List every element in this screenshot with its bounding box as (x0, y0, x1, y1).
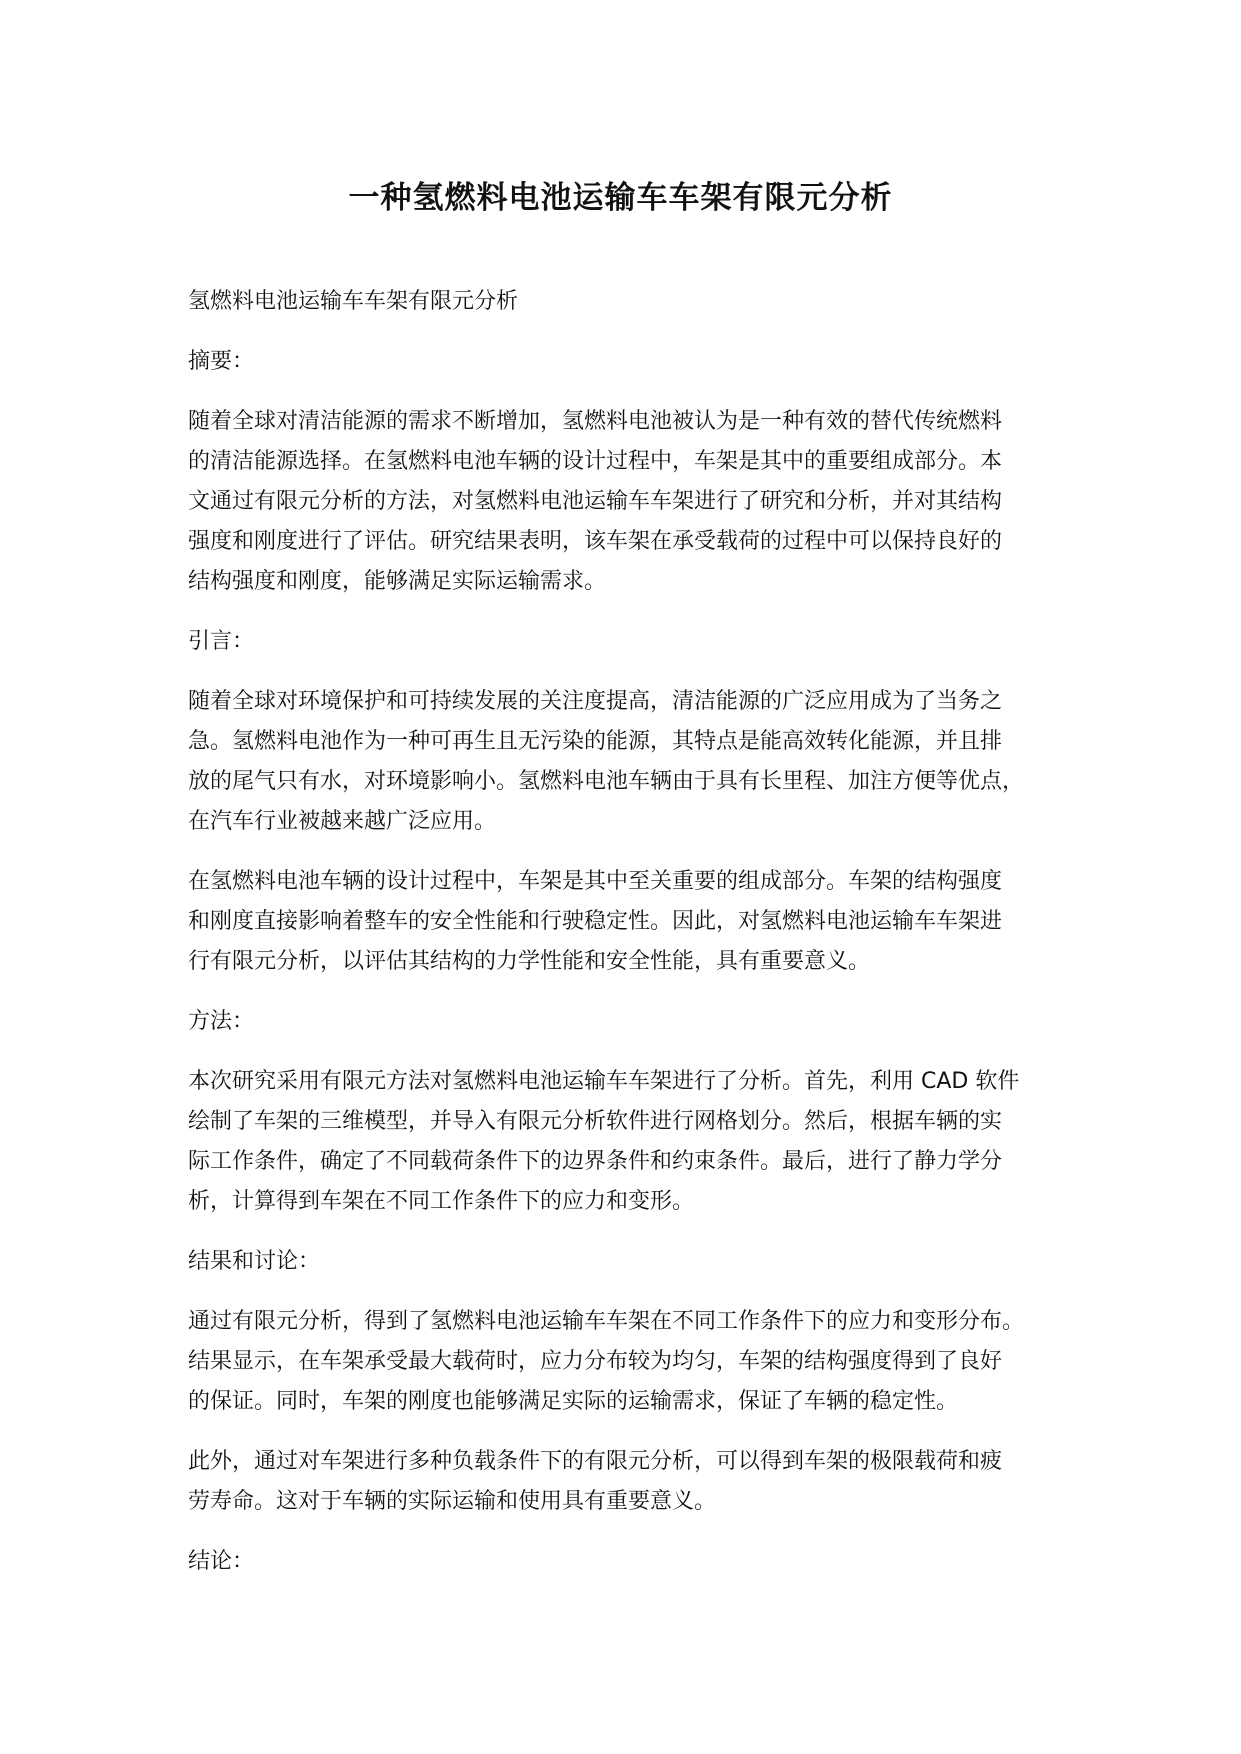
paragraph-line: 随着全球对环境保护和可持续发展的关注度提高，清洁能源的广泛应用成为了当务之 (188, 689, 1003, 714)
paragraph-line: 通过有限元分析，得到了氢燃料电池运输车车架在不同工作条件下的应力和变形分布。 (188, 1309, 1025, 1334)
results-heading: 结果和讨论： (188, 1249, 321, 1274)
abstract-heading: 摘要： (188, 349, 255, 374)
paragraph-line: 际工作条件，确定了不同载荷条件下的边界条件和约束条件。最后，进行了静力学分 (188, 1149, 1003, 1174)
intro-paragraph-2 (188, 862, 1068, 982)
intro-heading: 引言： (188, 629, 255, 654)
paragraph-line: 放的尾气只有水，对环境影响小。氢燃料电池车辆由于具有长里程、加注方便等优点， (188, 769, 1025, 794)
abstract-paragraph (188, 402, 1068, 602)
paragraph-line: 在汽车行业被越来越广泛应用。 (188, 809, 497, 834)
document-title: 一种氢燃料电池运输车车架有限元分析 (348, 180, 893, 216)
paragraph-line: 在氢燃料电池车辆的设计过程中，车架是其中至关重要的组成部分。车架的结构强度 (188, 869, 1003, 894)
paragraph-line: 和刚度直接影响着整车的安全性能和行驶稳定性。因此，对氢燃料电池运输车车架进 (188, 909, 1003, 934)
method-paragraph (188, 1062, 1068, 1222)
method-heading: 方法： (188, 1009, 255, 1034)
paragraph-line: 析，计算得到车架在不同工作条件下的应力和变形。 (188, 1189, 695, 1214)
document-body (188, 282, 1068, 1602)
intro-paragraph-1 (188, 682, 1068, 842)
paragraph-line: 强度和刚度进行了评估。研究结果表明，该车架在承受载荷的过程中可以保持良好的 (188, 529, 1003, 554)
paragraph-line: 的保证。同时，车架的刚度也能够满足实际的运输需求，保证了车辆的稳定性。 (188, 1389, 959, 1414)
results-paragraph-1 (188, 1302, 1068, 1422)
paragraph-line: 绘制了车架的三维模型，并导入有限元分析软件进行网格划分。然后，根据车辆的实 (188, 1109, 1003, 1134)
paragraph-line: 随着全球对清洁能源的需求不断增加，氢燃料电池被认为是一种有效的替代传统燃料 (188, 409, 1003, 434)
paragraph-line: 结构强度和刚度，能够满足实际运输需求。 (188, 569, 607, 594)
paragraph-line: 结果显示，在车架承受最大载荷时，应力分布较为均匀，车架的结构强度得到了良好 (188, 1349, 1003, 1374)
conclusion-heading: 结论： (188, 1549, 255, 1574)
results-paragraph-2 (188, 1442, 1068, 1522)
paragraph-line: 急。氢燃料电池作为一种可再生且无污染的能源，其特点是能高效转化能源，并且排 (188, 729, 1003, 754)
paragraph-line: 文通过有限元分析的方法，对氢燃料电池运输车车架进行了研究和分析，并对其结构 (188, 489, 1003, 514)
paragraph-line: 本次研究采用有限元方法对氢燃料电池运输车车架进行了分析。首先，利用 CAD 软件 (188, 1069, 1020, 1094)
paragraph-line: 劳寿命。这对于车辆的实际运输和使用具有重要意义。 (188, 1489, 717, 1514)
paragraph-line: 行有限元分析，以评估其结构的力学性能和安全性能，具有重要意义。 (188, 949, 871, 974)
paragraph-line: 的清洁能源选择。在氢燃料电池车辆的设计过程中，车架是其中的重要组成部分。本 (188, 449, 1003, 474)
paragraph-line: 此外，通过对车架进行多种负载条件下的有限元分析，可以得到车架的极限载荷和疲 (188, 1449, 1003, 1474)
subtitle: 氢燃料电池运输车车架有限元分析 (188, 289, 519, 314)
